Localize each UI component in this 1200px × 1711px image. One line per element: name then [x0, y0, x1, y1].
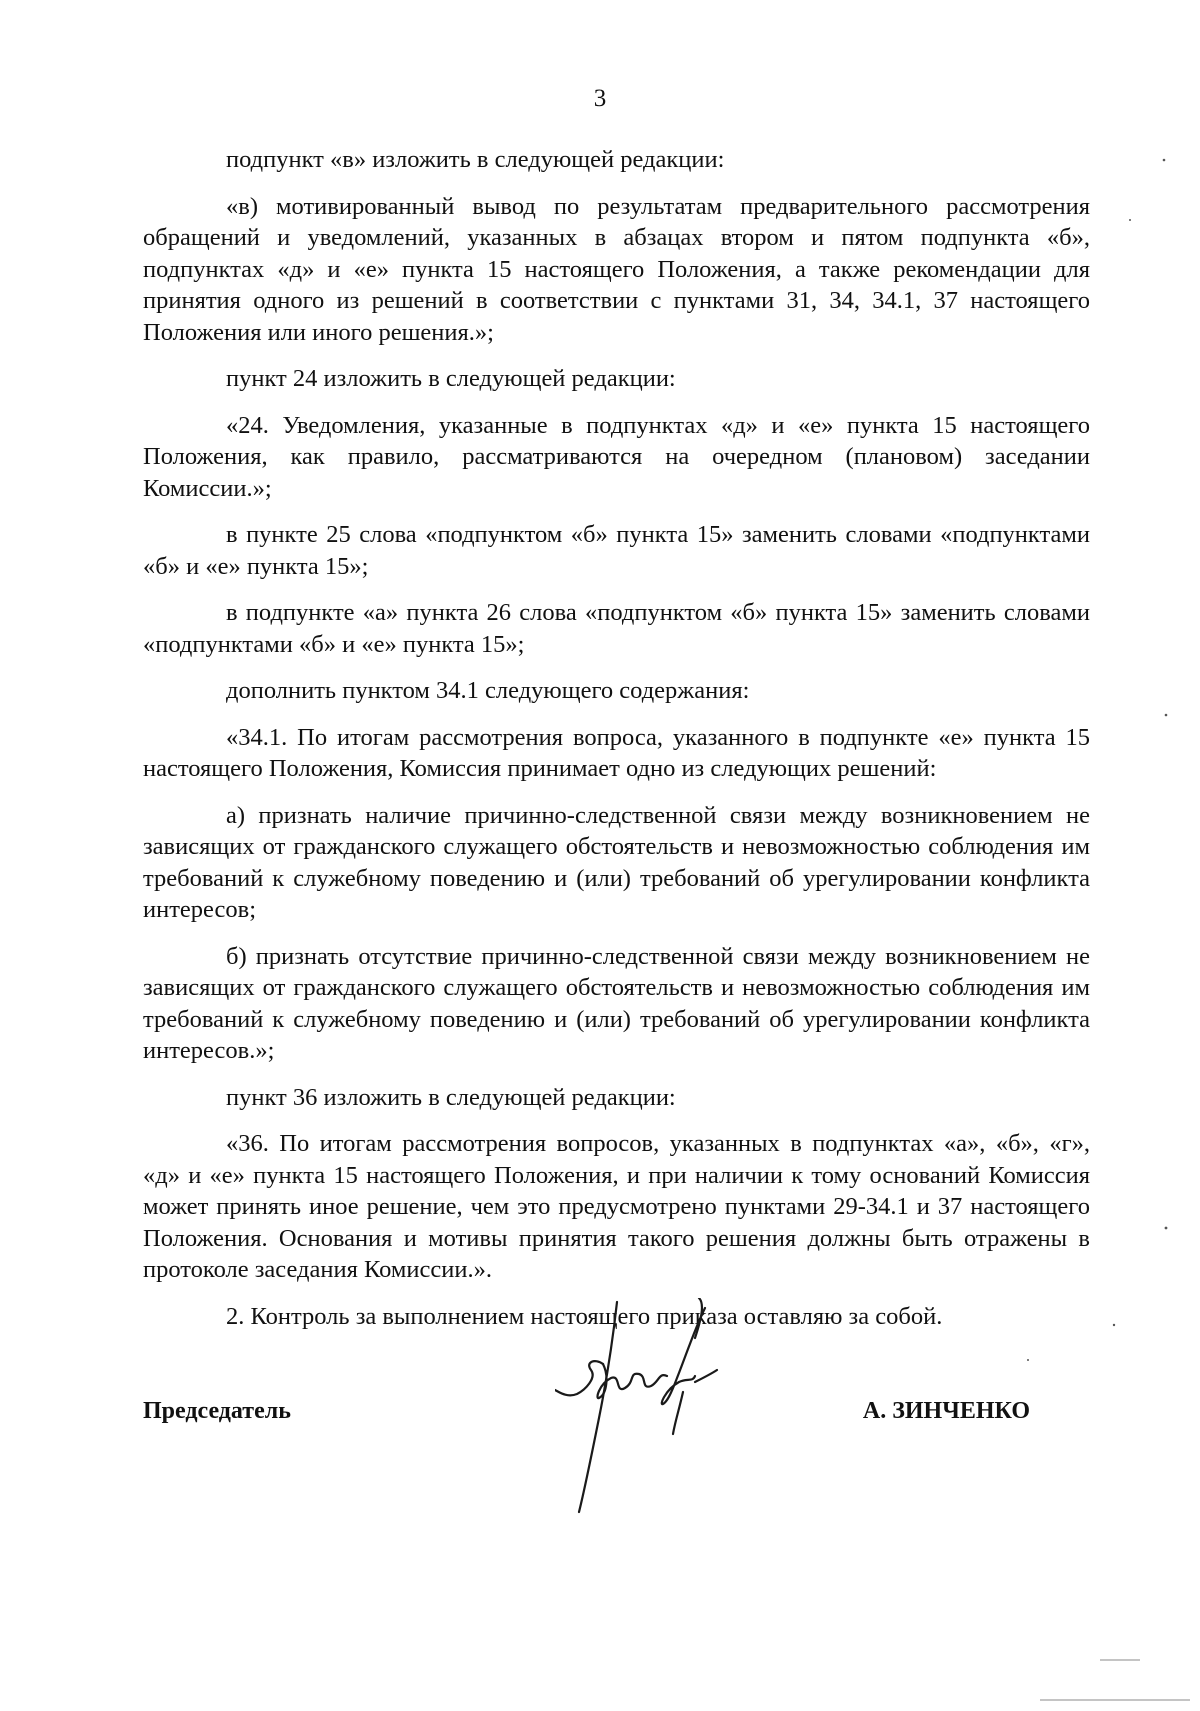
- paragraph: дополнить пунктом 34.1 следующего содержания:: [226, 677, 750, 704]
- paragraph: пункт 24 изложить в следующей редакции:: [226, 365, 676, 392]
- paragraph: «34.1. По итогам рассмотрения вопроса, указанного в подпункте «е» пункта 15 настоящего Положения, Комиссия принимает одно из следующих решений:: [143, 723, 1090, 782]
- page-number: 3: [593, 85, 607, 112]
- paragraph: подпункт «в» изложить в следующей редакции:: [226, 146, 725, 173]
- paragraph: в подпункте «а» пункта 26 слова «подпунктом «б» пункта 15» заменить словами «подпунктами «б» и «е» пункта 15»;: [143, 599, 1090, 658]
- paragraph: в пункте 25 слова «подпунктом «б» пункта 15» заменить словами «подпунктами «б» и «е» пункта 15»;: [143, 521, 1090, 580]
- paragraph: а) признать наличие причинно-следственной связи между возникновением не зависящих от гражданского служащего обстоятельств и невозможностью соблюдения им требований к служебному поведению и (или) требований об урегулировании конфликта интересов;: [143, 801, 1090, 923]
- paragraph: «в) мотивированный вывод по результатам предварительного рассмотрения обращений и уведомлений, указанных в абзацах втором и пятом подпункта «б», подпунктах «д» и «е» пункта 15 настоящего Положения, а также рекомендации для принятия одного из решений в соответствии с пунктами 31, 34, 34.1, 37 настоящего Положения или иного решения.»;: [143, 192, 1090, 346]
- paragraph-item-2: 2. Контроль за выполнением настоящего приказа оставляю за собой.: [226, 1302, 943, 1330]
- paragraph: «24. Уведомления, указанные в подпунктах «д» и «е» пункта 15 настоящего Положения, как правило, рассматриваются на очередном (плановом) заседании Комиссии.»;: [143, 411, 1090, 502]
- signatory-name: А. ЗИНЧЕНКО: [862, 1398, 1030, 1424]
- signatory-title: Председатель: [143, 1398, 291, 1424]
- paragraph: пункт 36 изложить в следующей редакции:: [226, 1083, 676, 1111]
- paragraph: «36. По итогам рассмотрения вопросов, указанных в подпунктах «а», «б», «г», «д» и «е» пункта 15 настоящего Положения, и при наличии к тому оснований Комиссия может принять иное решение, чем это предусмотрено пунктами 29-34.1 и 37 настоящего Положения. Основания и мотивы принятия такого решения должны быть отражены в протоколе заседания Комиссии.».: [143, 1130, 1090, 1283]
- paragraph: б) признать отсутствие причинно-следственной связи между возникновением не зависящих от гражданского служащего обстоятельств и невозможностью соблюдения им требований к служебному поведению и (или) требований об урегулировании конфликта интересов.»;: [143, 942, 1090, 1064]
- document-body: [143, 144, 1090, 1347]
- handwritten-signature: [555, 1298, 755, 1518]
